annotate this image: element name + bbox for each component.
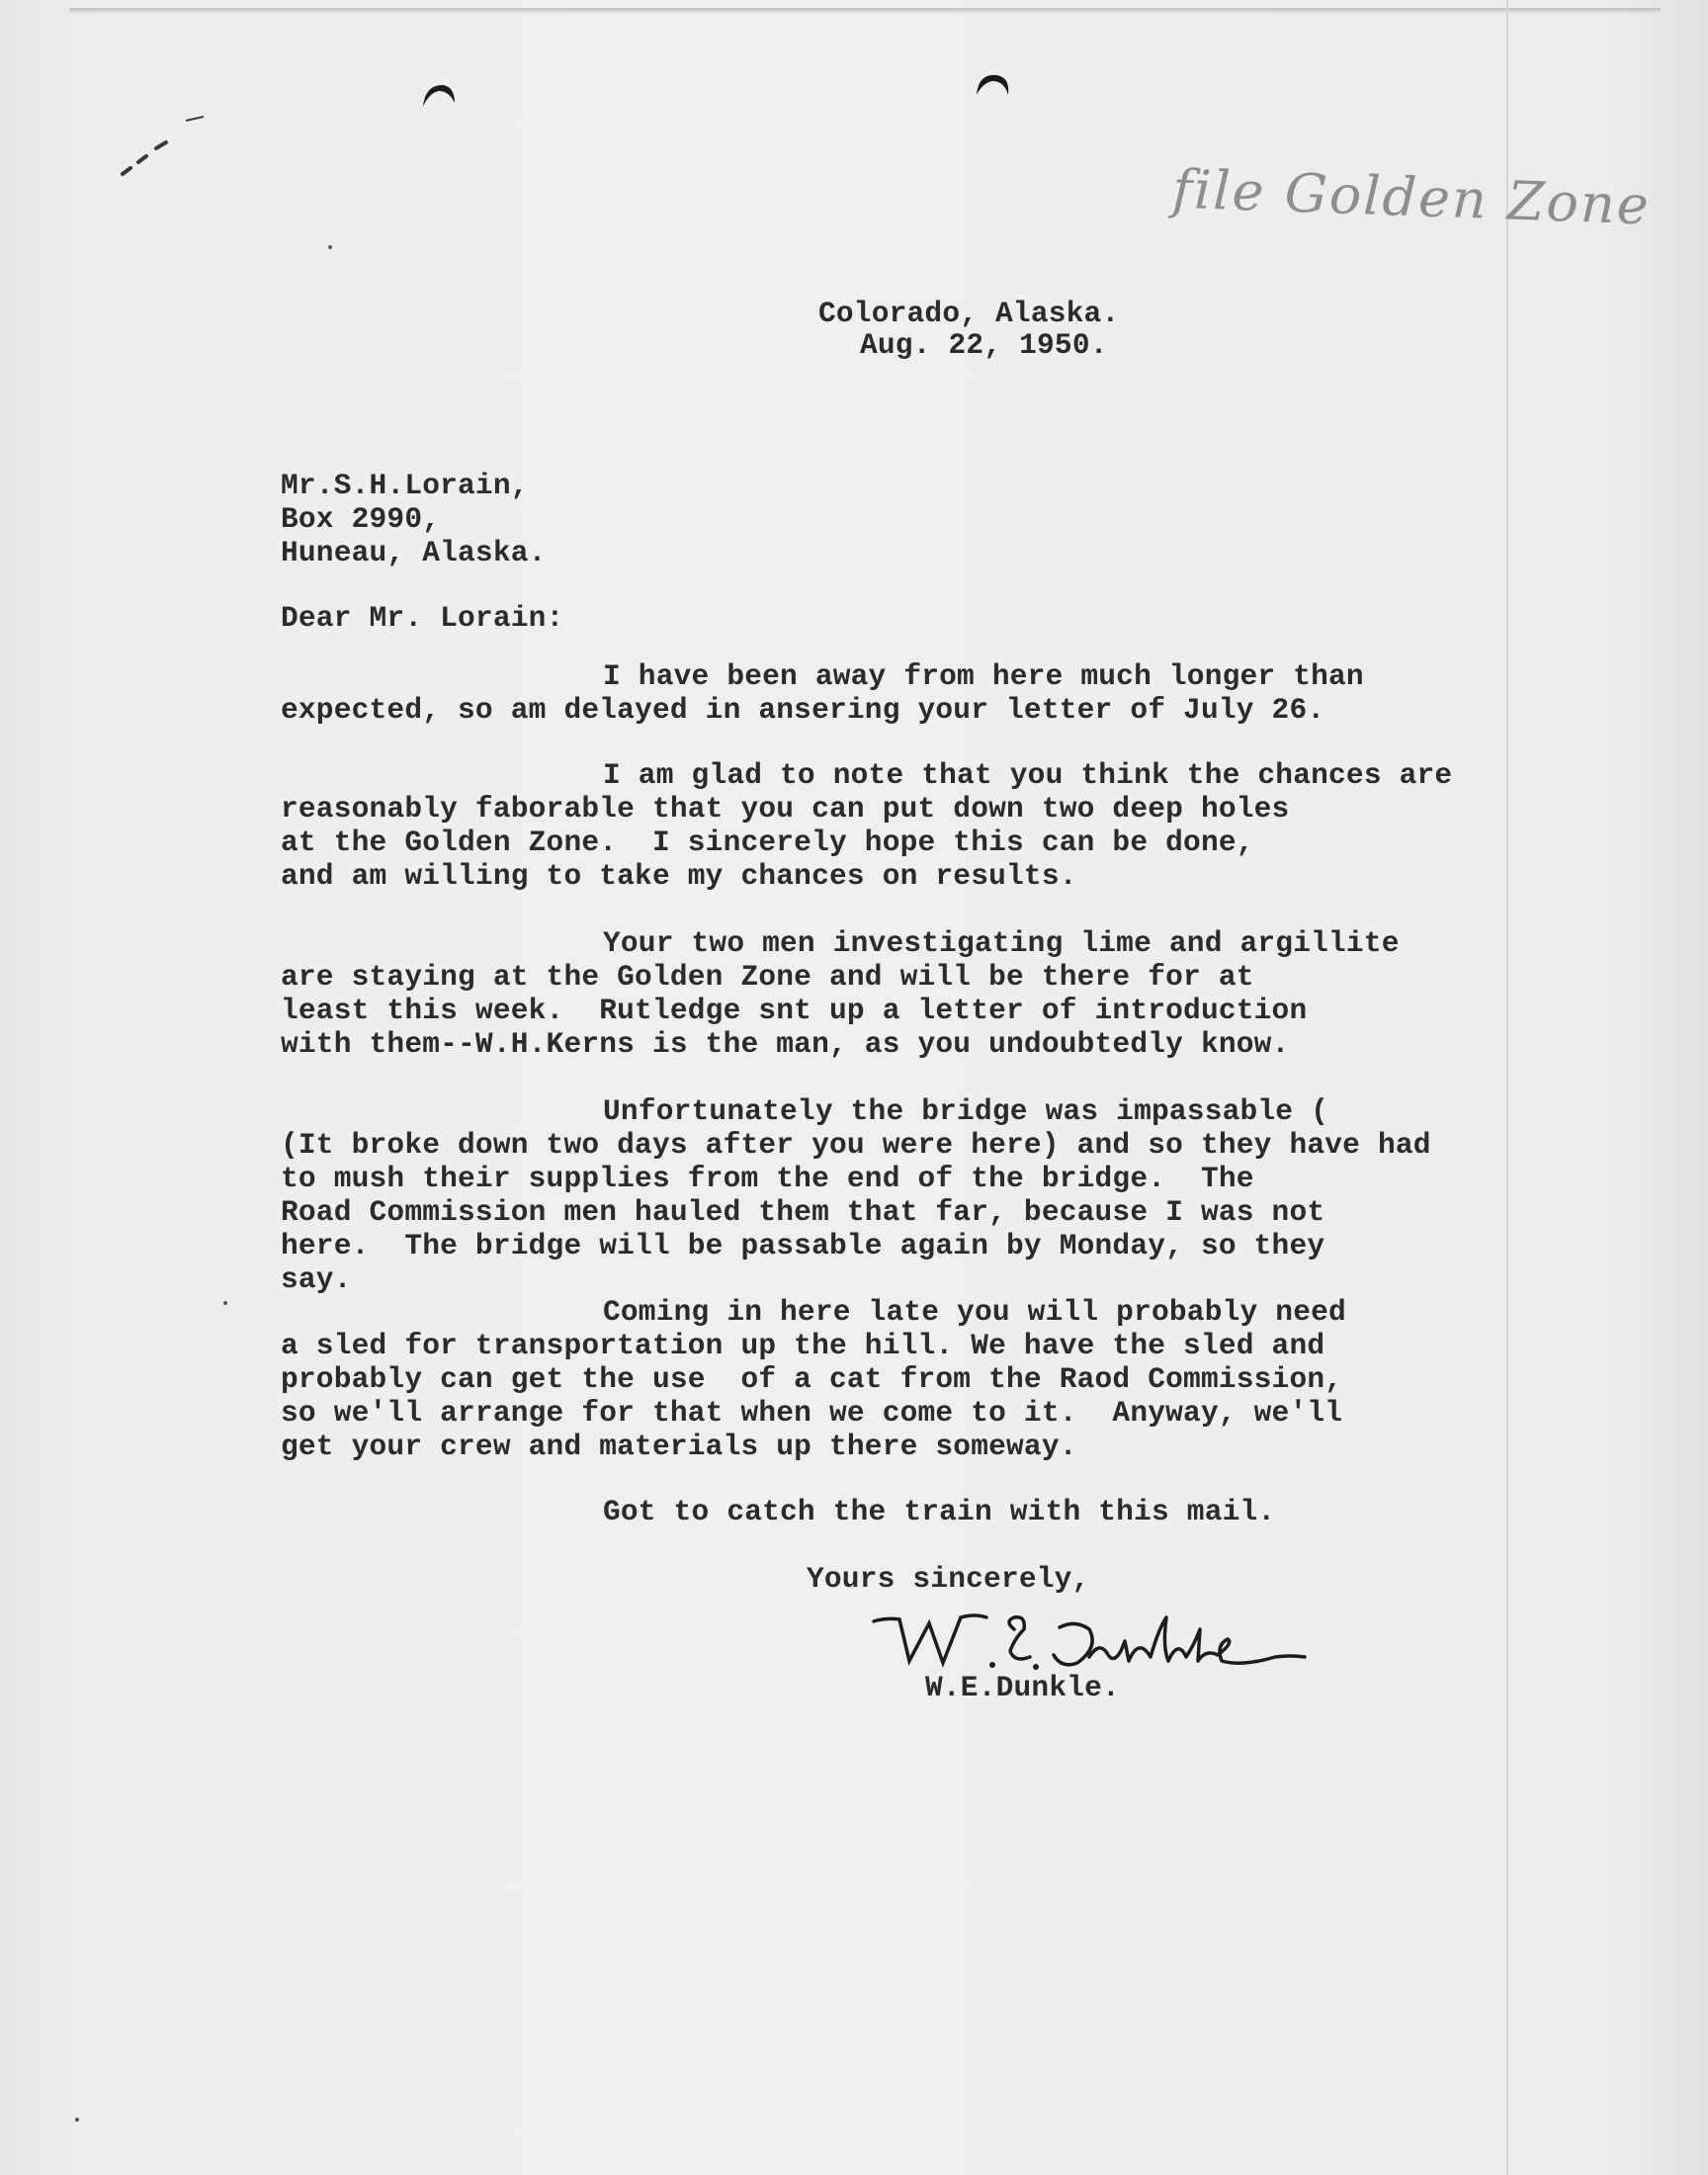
recipient-city: Huneau, Alaska. <box>281 536 547 569</box>
paragraph-line: (It broke down two days after you were here) and so they have had <box>281 1128 1431 1162</box>
closing: Yours sincerely, <box>807 1562 1090 1596</box>
paragraph-line: I have been away from here much longer than <box>603 659 1364 693</box>
stray-mark <box>75 2118 79 2122</box>
stray-mark <box>223 1301 227 1305</box>
handwritten-file-note: file Golden Zone <box>1171 157 1652 237</box>
salutation: Dear Mr. Lorain: <box>281 601 564 635</box>
paragraph-line: Got to catch the train with this mail. <box>603 1495 1276 1528</box>
paragraph-line: are staying at the Golden Zone and will be there for at <box>281 960 1254 994</box>
paragraph-line: Coming in here late you will probably need <box>603 1295 1346 1329</box>
letter-date: Aug. 22, 1950. <box>860 328 1108 362</box>
page-top-edge <box>69 8 1661 14</box>
recipient-name: Mr.S.H.Lorain, <box>281 469 529 502</box>
page-fold-line <box>1506 0 1508 2175</box>
paragraph-line: reasonably faborable that you can put down two deep holes <box>281 792 1290 826</box>
paragraph-line: with them--W.H.Kerns is the man, as you undoubtedly know. <box>281 1027 1290 1061</box>
signature-name: W.E.Dunkle. <box>925 1671 1120 1704</box>
paragraph-line: and am willing to take my chances on results. <box>281 859 1077 893</box>
paragraph-line: I am glad to note that you think the chances are <box>603 758 1453 792</box>
paragraph-line: so we'll arrange for that when we come to it. Anyway, we'll <box>281 1396 1343 1430</box>
paragraph-line: Road Commission men hauled them that far, because I was not <box>281 1195 1325 1229</box>
paragraph-line: Unfortunately the bridge was impassable ( <box>603 1094 1329 1128</box>
punch-hole-left <box>419 79 459 119</box>
paragraph-line: to mush their supplies from the end of the bridge. The <box>281 1162 1254 1195</box>
paragraph-line: least this week. Rutledge snt up a letter of introduction <box>281 994 1308 1027</box>
paragraph-line: say. <box>281 1262 352 1296</box>
paragraph-line: Your two men investigating lime and argillite <box>603 926 1400 960</box>
punch-hole-right <box>973 69 1012 109</box>
paragraph-line: expected, so am delayed in ansering your letter of July 26. <box>281 693 1325 727</box>
recipient-box: Box 2990, <box>281 502 441 536</box>
ink-marks <box>117 109 215 188</box>
letter-place: Colorado, Alaska. <box>818 297 1120 330</box>
stray-mark <box>328 245 332 249</box>
paragraph-line: here. The bridge will be passable again by Monday, so they <box>281 1229 1325 1262</box>
paragraph-line: get your crew and materials up there someway. <box>281 1430 1077 1463</box>
paragraph-line: a sled for transportation up the hill. We have the sled and <box>281 1329 1325 1362</box>
paragraph-line: at the Golden Zone. I sincerely hope this can be done, <box>281 826 1254 859</box>
paragraph-line: probably can get the use of a cat from the Raod Commission, <box>281 1362 1343 1396</box>
